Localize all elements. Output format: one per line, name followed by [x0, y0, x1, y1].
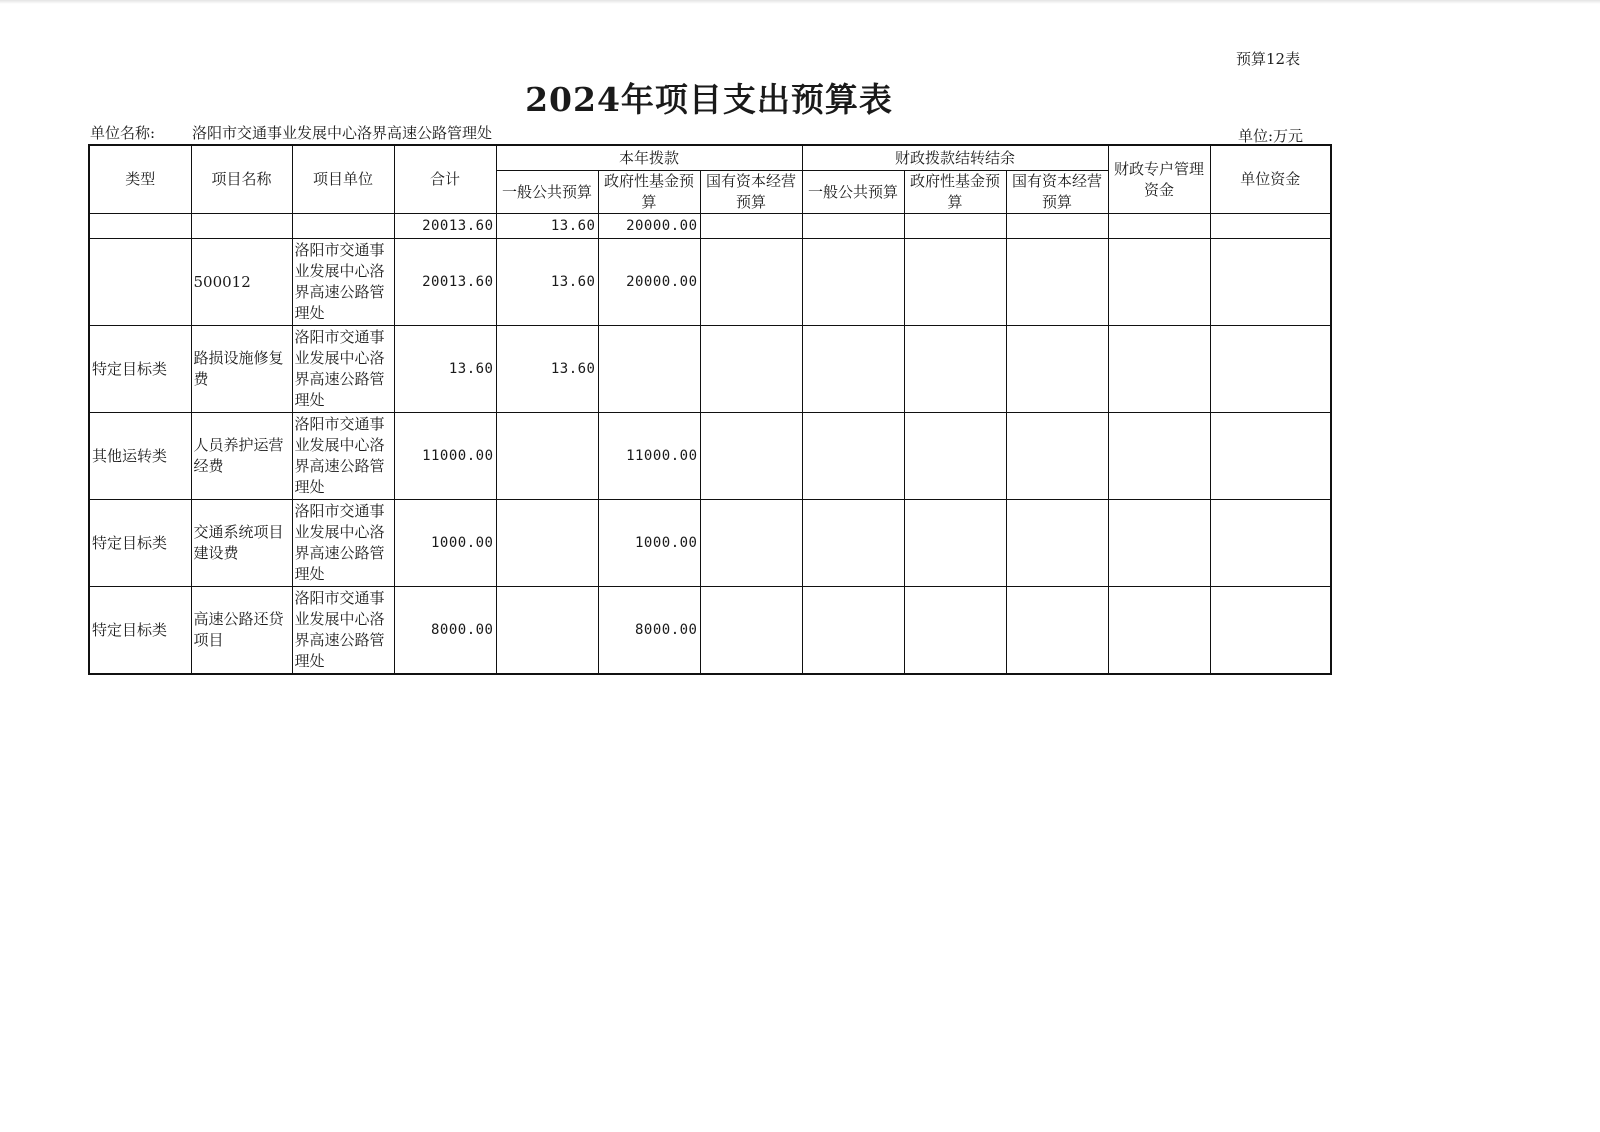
row-project-unit: 洛阳市交通事业发展中心洛界高速公路管理处 — [292, 500, 394, 587]
row-general-budget: 13.60 — [496, 239, 598, 326]
header-unit-fund: 单位资金 — [1210, 145, 1331, 214]
subheader-general-budget: 一般公共预算 — [496, 171, 598, 214]
table-row — [89, 500, 1331, 587]
table-cell — [1108, 239, 1210, 326]
unit-name-value: 洛阳市交通事业发展中心洛界高速公路管理处 — [192, 124, 493, 142]
subheader-carryover-general-budget: 一般公共预算 — [802, 171, 904, 214]
total-row-government-fund: 20000.00 — [598, 214, 700, 239]
header-project-unit: 项目单位 — [292, 145, 394, 214]
subheader-government-fund: 政府性基金预算 — [598, 171, 700, 214]
row-government-fund: 1000.00 — [598, 500, 700, 587]
table-cell — [1006, 413, 1108, 500]
row-total: 11000.00 — [394, 413, 496, 500]
table-cell — [1210, 326, 1331, 413]
table-cell — [1108, 326, 1210, 413]
table-cell — [802, 587, 904, 675]
table-cell — [1006, 326, 1108, 413]
row-project-name: 高速公路还贷项目 — [191, 587, 292, 675]
budget-sheet — [88, 144, 1330, 668]
table-row — [89, 326, 1331, 413]
row-government-fund: 20000.00 — [598, 239, 700, 326]
table-cell — [904, 413, 1006, 500]
table-cell — [700, 587, 802, 675]
table-row — [89, 413, 1331, 500]
table-cell — [1210, 239, 1331, 326]
table-cell — [1210, 587, 1331, 675]
row-project-unit: 洛阳市交通事业发展中心洛界高速公路管理处 — [292, 587, 394, 675]
table-cell — [89, 214, 191, 239]
total-row-general-budget: 13.60 — [496, 214, 598, 239]
page-title: 2024年项目支出预算表 — [525, 80, 893, 119]
row-project-name: 人员养护运营经费 — [191, 413, 292, 500]
table-cell — [1108, 500, 1210, 587]
row-type: 特定目标类 — [89, 326, 191, 413]
table-row — [89, 587, 1331, 675]
row-project-name: 500012 — [191, 239, 292, 326]
row-general-budget: 13.60 — [496, 326, 598, 413]
form-number: 预算12表 — [1236, 50, 1301, 68]
subheader-carryover-state-capital: 国有资本经营预算 — [1006, 171, 1108, 214]
row-type: 特定目标类 — [89, 500, 191, 587]
currency-unit-label: 单位:万元 — [1238, 127, 1304, 145]
total-row-total: 20013.60 — [394, 214, 496, 239]
table-cell — [1210, 413, 1331, 500]
budget-table — [88, 144, 1332, 675]
subheader-carryover-government-fund: 政府性基金预算 — [904, 171, 1006, 214]
row-total: 8000.00 — [394, 587, 496, 675]
header-type: 类型 — [89, 145, 191, 214]
header-current-year-appropriation: 本年拨款 — [496, 145, 802, 171]
table-cell — [904, 326, 1006, 413]
total-row — [89, 214, 1331, 239]
row-government-fund: 8000.00 — [598, 587, 700, 675]
row-total: 13.60 — [394, 326, 496, 413]
table-cell — [802, 413, 904, 500]
table-cell — [802, 214, 904, 239]
row-type — [89, 239, 191, 326]
table-cell — [904, 500, 1006, 587]
table-cell — [700, 413, 802, 500]
table-cell — [802, 326, 904, 413]
row-general-budget — [496, 500, 598, 587]
table-cell — [1006, 500, 1108, 587]
table-row — [89, 239, 1331, 326]
row-project-unit: 洛阳市交通事业发展中心洛界高速公路管理处 — [292, 326, 394, 413]
row-project-unit: 洛阳市交通事业发展中心洛界高速公路管理处 — [292, 413, 394, 500]
table-cell — [802, 500, 904, 587]
table-cell — [904, 239, 1006, 326]
row-project-name: 路损设施修复费 — [191, 326, 292, 413]
table-cell — [1006, 587, 1108, 675]
table-cell — [700, 214, 802, 239]
table-cell — [1210, 500, 1331, 587]
row-total: 20013.60 — [394, 239, 496, 326]
table-cell — [904, 214, 1006, 239]
table-cell — [292, 214, 394, 239]
header-total: 合计 — [394, 145, 496, 214]
table-cell — [1006, 239, 1108, 326]
table-cell — [802, 239, 904, 326]
table-cell — [700, 326, 802, 413]
table-cell — [191, 214, 292, 239]
row-general-budget — [496, 413, 598, 500]
table-cell — [1210, 214, 1331, 239]
row-total: 1000.00 — [394, 500, 496, 587]
row-project-name: 交通系统项目建设费 — [191, 500, 292, 587]
header-fiscal-carryover: 财政拨款结转结余 — [802, 145, 1108, 171]
row-type: 特定目标类 — [89, 587, 191, 675]
header-project-name: 项目名称 — [191, 145, 292, 214]
header-special-account-fund: 财政专户管理资金 — [1108, 145, 1210, 214]
table-cell — [700, 500, 802, 587]
row-project-unit: 洛阳市交通事业发展中心洛界高速公路管理处 — [292, 239, 394, 326]
unit-name-label: 单位名称: — [90, 124, 156, 142]
subheader-state-capital: 国有资本经营预算 — [700, 171, 802, 214]
row-government-fund — [598, 326, 700, 413]
table-cell — [1006, 214, 1108, 239]
scan-edge — [0, 0, 1600, 4]
row-general-budget — [496, 587, 598, 675]
row-type: 其他运转类 — [89, 413, 191, 500]
table-cell — [904, 587, 1006, 675]
table-cell — [1108, 587, 1210, 675]
table-cell — [1108, 214, 1210, 239]
table-cell — [700, 239, 802, 326]
row-government-fund: 11000.00 — [598, 413, 700, 500]
table-cell — [1108, 413, 1210, 500]
